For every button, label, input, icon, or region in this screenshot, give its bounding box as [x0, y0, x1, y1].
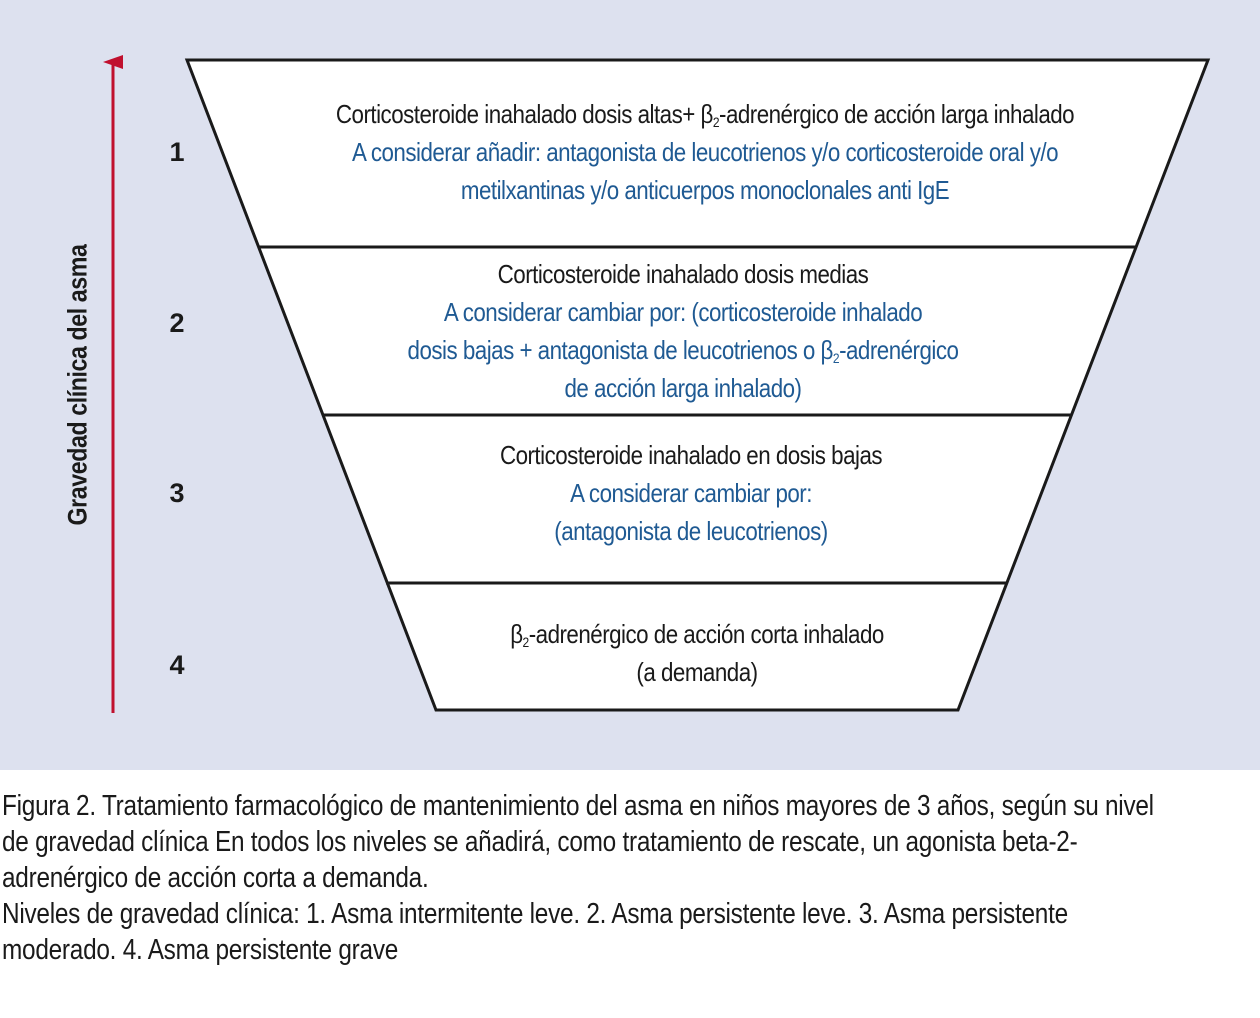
level-3-option-line-2: (antagonista de leucotrienos): [554, 516, 828, 546]
level-number-2: 2: [169, 308, 185, 338]
level-1-text: [189, 95, 1221, 209]
level-3-text: [175, 436, 1207, 550]
level-1-option-line-1: A considerar añadir: antagonista de leucotrienos y/o corticosteroide oral y/o: [351, 137, 1059, 167]
level-3-treatment: Corticosteroide inahalado en dosis bajas: [499, 440, 883, 470]
level-2-option-line-2: dosis bajas + antagonista de leucotrienos o $\beta_2$-adrenérgico: [407, 335, 959, 366]
level-2-option-line-3: de acción larga inhalado): [564, 373, 802, 403]
level-2-option-line-1: A considerar cambiar por: (corticosteroide inhalado: [443, 297, 923, 327]
level-2-text: [167, 255, 1199, 407]
severity-axis-label: Gravedad clínica del asma: [62, 244, 93, 526]
level-number-4: 4: [169, 650, 185, 680]
level-3-option-line-1: A considerar cambiar por:: [570, 478, 812, 508]
level-1-treatment: Corticosteroide inahalado dosis altas+ $\beta_2$-adrenérgico de acción larga inhalado: [335, 99, 1075, 130]
level-4-treatment: $\beta_2$-adrenérgico de acción corta inhalado: [510, 619, 884, 650]
caption-paragraph-1: Figura 2. Tratamiento farmacológico de mantenimiento del asma en niños mayores de 3 años, según su nivel de gravedad clínica En todos los niveles se añadirá, como tratamiento de rescate, un agonista beta-2-adrenérgico de acción corta a demanda.: [2, 790, 1154, 894]
level-1-option-line-2: metilxantinas y/o anticuerpos monoclonales anti IgE: [460, 175, 950, 205]
level-4-text: [181, 615, 1213, 691]
level-4-note: (a demanda): [636, 657, 758, 687]
figure-caption: [2, 788, 1178, 968]
level-number-1: 1: [169, 137, 185, 167]
caption-paragraph-2: Niveles de gravedad clínica: 1. Asma intermitente leve. 2. Asma persistente leve. 3. Asma persistente moderado. 4. Asma persistente grave: [2, 898, 1068, 966]
level-number-3: 3: [169, 478, 185, 508]
level-2-treatment: Corticosteroide inahalado dosis medias: [497, 259, 869, 289]
